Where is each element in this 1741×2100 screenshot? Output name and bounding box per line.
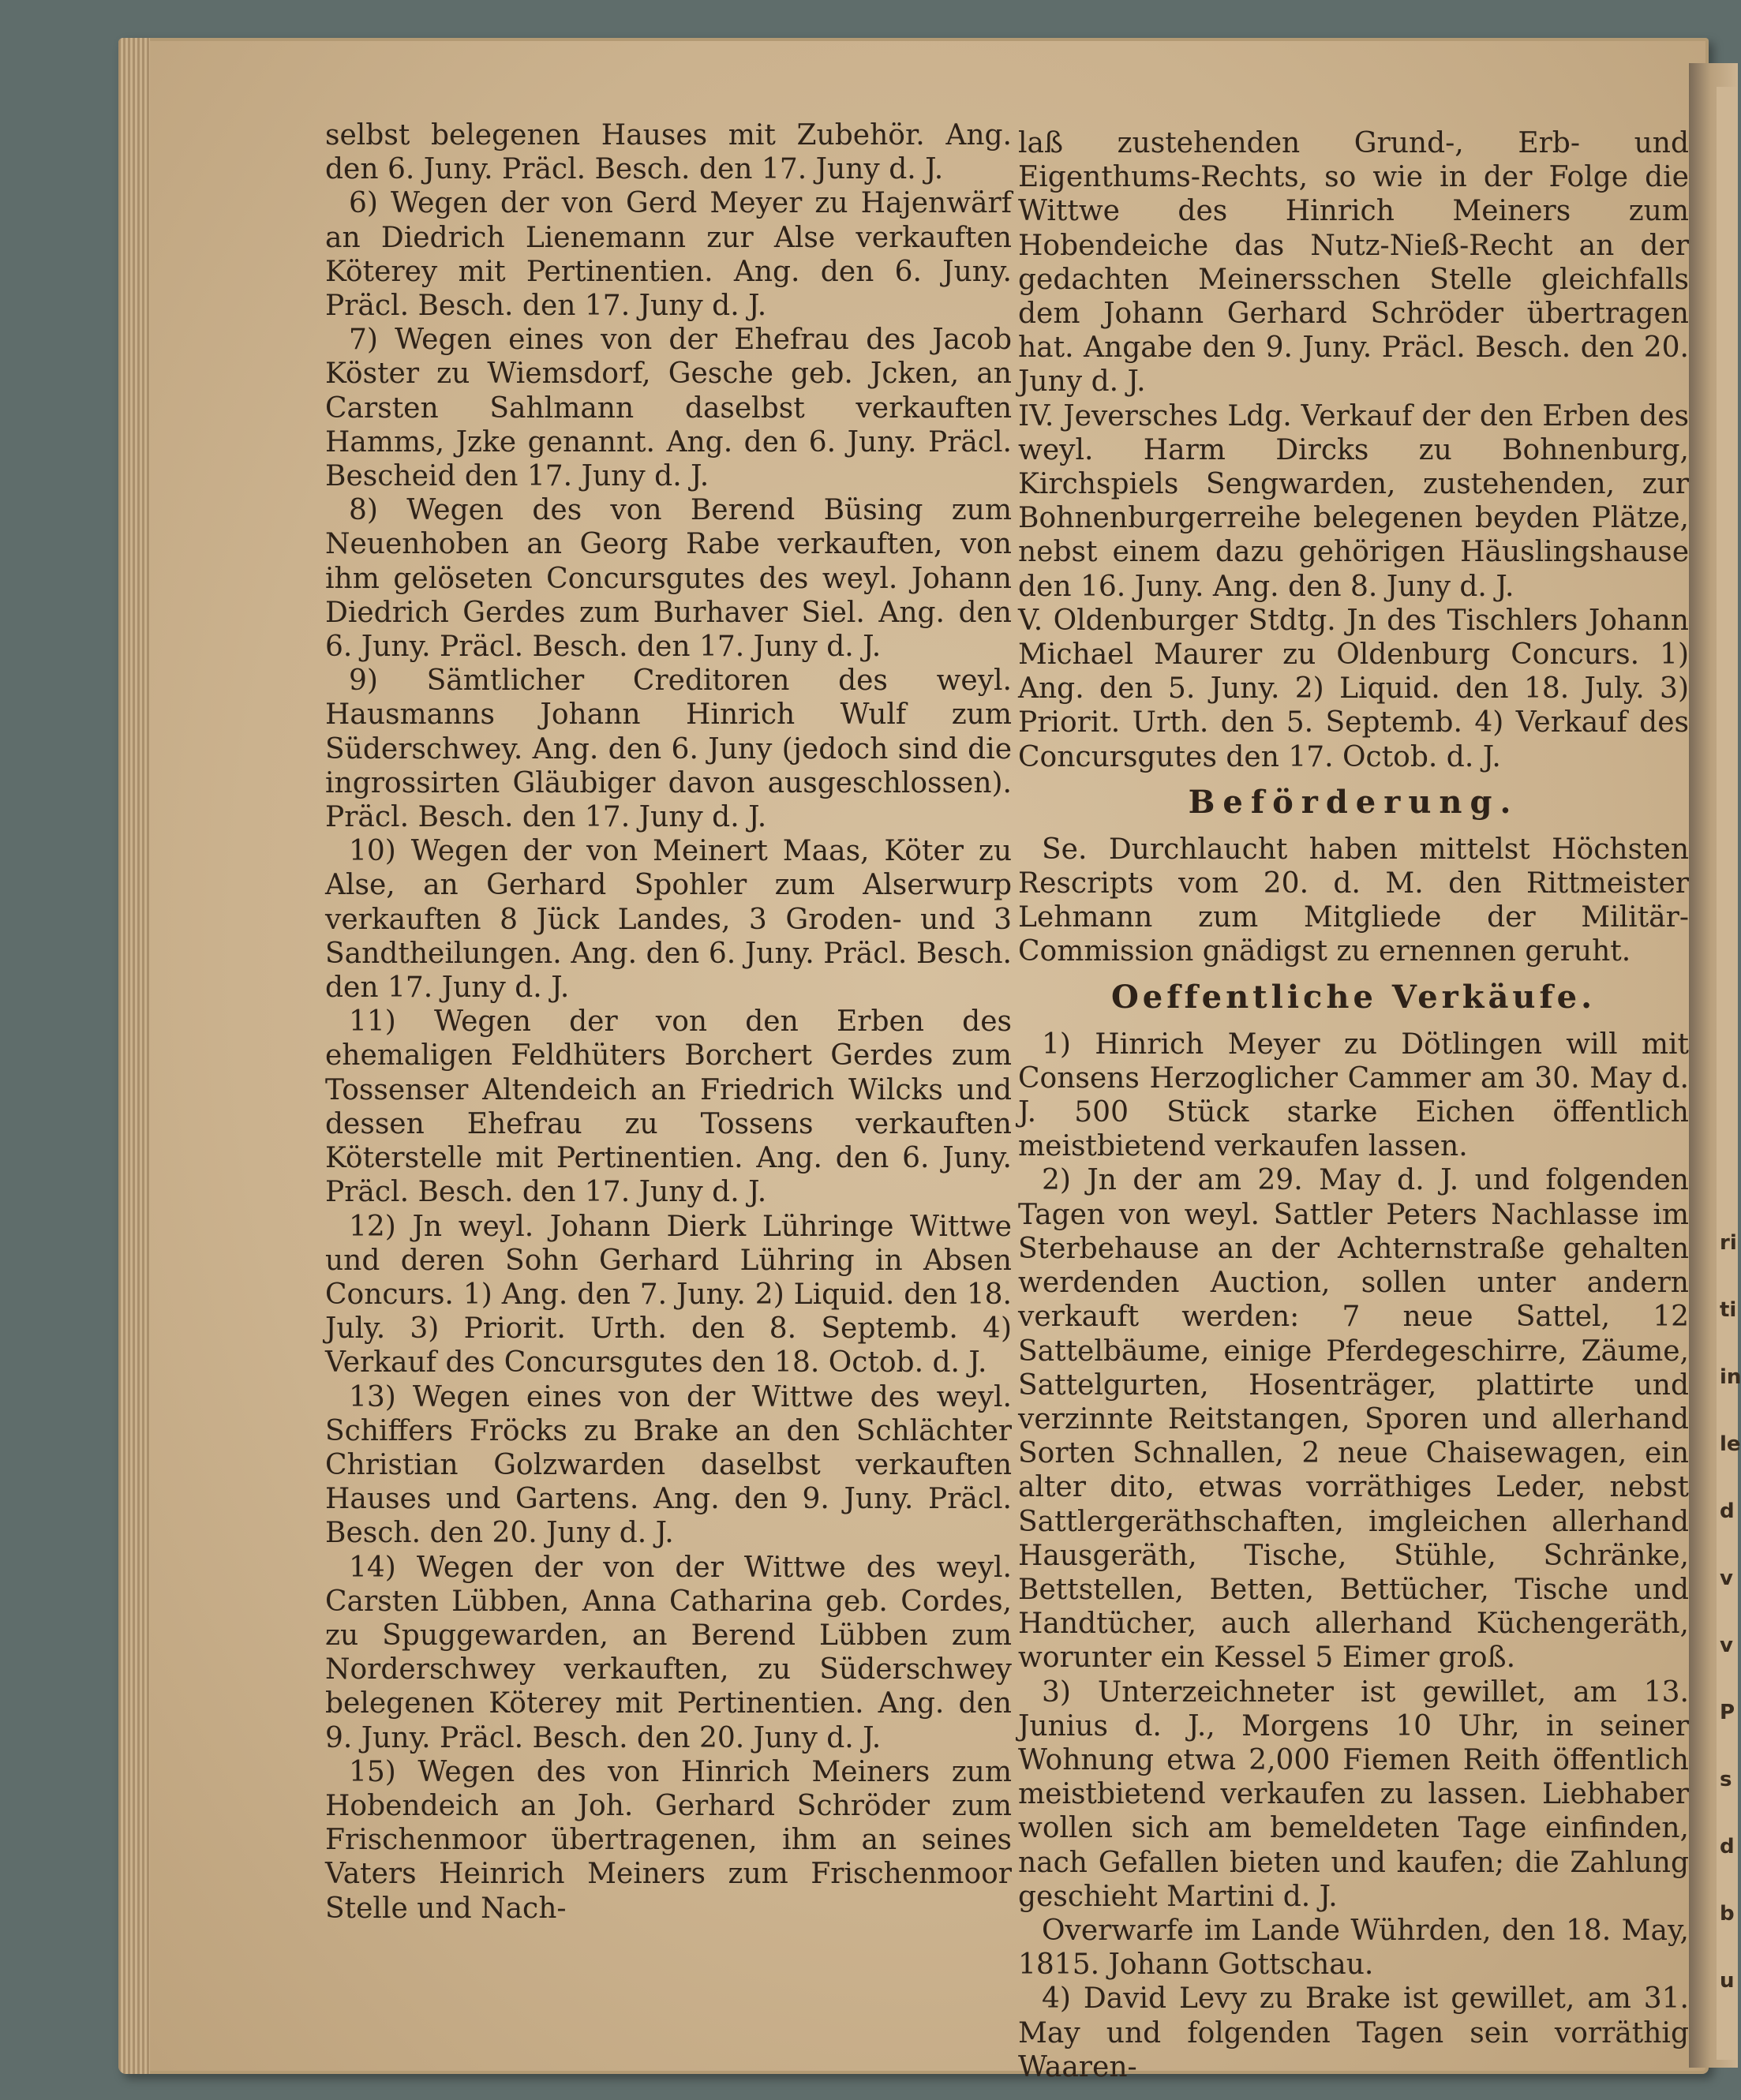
paragraph: 15) Wegen des von Hinrich Meiners zum Hobendeich an Joh. Gerhard Schröder zum Frischenmoor übertragenen, ihm an seines Vaters Heinrich Meiners zum Frischenmoor Stelle und Nach- (325, 1755, 1012, 1925)
edge-letter: v (1720, 1567, 1733, 1590)
paragraph: 4) David Levy zu Brake ist gewillet, am 31. May und folgenden Tagen sein vorräthig Waaren- (1018, 1982, 1689, 2083)
paragraph: 1) Hinrich Meyer zu Dötlingen will mit Consens Herzoglicher Cammer am 30. May d. J. 500 Stück starke Eichen öffentlich meistbietend verkaufen lassen. (1018, 1028, 1689, 1163)
section-heading: Oeffentliche Verkäufe. (1110, 978, 1597, 1016)
edge-letter: d (1720, 1835, 1735, 1859)
paragraph: 6) Wegen der von Gerd Meyer zu Hajenwärf an Diedrich Lienemann zur Alse verkauften Köterey mit Pertinentien. Ang. den 6. Juny. Präcl. Besch. den 17. Juny d. J. (325, 187, 1012, 323)
edge-letter: u (1720, 1969, 1735, 1993)
edge-letter: ti (1720, 1298, 1737, 1322)
edge-letter: d (1720, 1499, 1735, 1523)
paragraph: 11) Wegen der von den Erben des ehemaligen Feldhüters Borchert Gerdes zum Tossenser Altendeich an Friedrich Wilcks und dessen Ehefrau zu Tossens verkauften Köterstelle mit Pertinentien. Ang. den 6. Juny. Präcl. Besch. den 17. Juny d. J. (325, 1005, 1012, 1209)
edge-letter: in (1720, 1365, 1741, 1389)
facing-page-edge (1717, 87, 1741, 2060)
paragraph: Se. Durchlaucht haben mittelst Höchsten Rescripts vom 20. d. M. den Rittmeister Lehmann zum Mitgliede der Militär-Commission gnädigst zu ernennen geruht. (1018, 833, 1689, 968)
paragraph: 12) Jn weyl. Johann Dierk Lühringe Wittwe und deren Sohn Gerhard Lühring in Absen Concurs. 1) Ang. den 7. Juny. 2) Liquid. den 18. July. 3) Priorit. Urth. den 8. Septemb. 4) Verkauf des Concursgutes den 18. Octob. d. J. (325, 1210, 1012, 1379)
left-column (325, 118, 1012, 1926)
edge-letter: ri (1720, 1231, 1737, 1255)
paragraph: 3) Unterzeichneter ist gewillet, am 13. Junius d. J., Morgens 10 Uhr, in seiner Wohnung etwa 2,000 Fiemen Reith öffentlich meistbietend verkaufen zu lassen. Liebhaber wollen sich am bemeldeten Tage einfinden, nach Gefallen bieten und kaufen; die Zahlung geschieht Martini d. J. (1018, 1675, 1689, 1913)
page-edges (118, 38, 150, 2074)
paragraph: laß zustehenden Grund-, Erb- und Eigenthums-Rechts, so wie in der Folge die Wittwe des Hinrich Meiners zum Hobendeiche das Nutz-Nieß-Recht an der gedachten Meinersschen Stelle gleichfalls dem Johann Gerhard Schröder übertragen hat. Angabe den 9. Juny. Präcl. Besch. den 20. Juny d. J. (1018, 127, 1689, 399)
section-heading: Beförderung. (1188, 783, 1519, 821)
paragraph: Overwarfe im Lande Wührden, den 18. May, 1815. Johann Gottschau. (1018, 1914, 1689, 1982)
right-column (1018, 126, 1689, 2084)
paragraph: V. Oldenburger Stdtg. Jn des Tischlers Johann Michael Maurer zu Oldenburg Concurs. 1) Ang. den 5. Juny. 2) Liquid. den 18. July. 3) Priorit. Urth. den 5. Septemb. 4) Verkauf des Concursgutes den 17. Octob. d. J. (1018, 604, 1689, 773)
paragraph: 13) Wegen eines von der Wittwe des weyl. Schiffers Fröcks zu Brake an den Schlächter Christian Golzwarden daselbst verkauften Hauses und Gartens. Ang. den 9. Juny. Präcl. Besch. den 20. Juny d. J. (325, 1380, 1012, 1550)
edge-letter: v (1720, 1634, 1733, 1657)
paragraph: 2) Jn der am 29. May d. J. und folgenden Tagen von weyl. Sattler Peters Nachlasse im Sterbehause an der Achternstraße gehalten werdenden Auction, sollen unter andern verkauft werden: 7 neue Sattel, 12 Sattelbäume, einige Pferdegeschirre, Zäume, Sattelgurten, Hosenträger, plattirte und verzinnte Reitstangen, Sporen und allerhand Sorten Schnallen, 2 neue Chaisewagen, ein alter dito, etwas vorräthiges Leder, nebst Sattlergeräthschaften, imgleichen allerhand Hausgeräth, Tische, Stühle, Schränke, Bettstellen, Betten, Bettücher, Tische und Handtücher, auch allerhand Küchengeräth, worunter ein Kessel 5 Eimer groß. (1018, 1164, 1689, 1675)
paragraph: 7) Wegen eines von der Ehefrau des Jacob Köster zu Wiemsdorf, Gesche geb. Jcken, an Carsten Sahlmann daselbst verkauften Hamms, Jzke genannt. Ang. den 6. Juny. Präcl. Bescheid den 17. Juny d. J. (325, 324, 1012, 493)
paragraph: 14) Wegen der von der Wittwe des weyl. Carsten Lübben, Anna Catharina geb. Cordes, zu Spuggewarden, an Berend Lübben zum Norderschwey verkauften, zu Süderschwey belegenen Köterey mit Pertinentien. Ang. den 9. Juny. Präcl. Besch. den 20. Juny d. J. (325, 1551, 1012, 1754)
edge-letter: s (1720, 1768, 1732, 1791)
paragraph: IV. Jeversches Ldg. Verkauf der den Erben des weyl. Harm Dircks zu Bohnenburg, Kirchspiels Sengwarden, zustehenden, zur Bohnenburgerreihe belegenen beyden Plätze, nebst einem dazu gehörigen Häuslingshause den 16. Juny. Ang. den 8. Juny d. J. (1018, 399, 1689, 603)
paragraph: 8) Wegen des von Berend Büsing zum Neuenhoben an Georg Rabe verkauften, von ihm gelöseten Concursgutes des weyl. Johann Diedrich Gerdes zum Burhaver Siel. Ang. den 6. Juny. Präcl. Besch. den 17. Juny d. J. (325, 494, 1012, 664)
edge-letter: le (1720, 1432, 1741, 1456)
paragraph: 9) Sämtlicher Creditoren des weyl. Hausmanns Johann Hinrich Wulf zum Süderschwey. Ang. den 6. Juny (jedoch sind die ingrossirten Gläubiger davon ausgeschlossen). Präcl. Besch. den 17. Juny d. J. (325, 664, 1012, 834)
edge-letter: b (1720, 1902, 1735, 1926)
paragraph: selbst belegenen Hauses mit Zubehör. Ang. den 6. Juny. Präcl. Besch. den 17. Juny d. J. (325, 119, 1012, 186)
paragraph: 10) Wegen der von Meinert Maas, Köter zu Alse, an Gerhard Spohler zum Alserwurp verkauften 8 Jück Landes, 3 Groden- und 3 Sandtheilungen. Ang. den 6. Juny. Präcl. Besch. den 17. Juny d. J. (325, 835, 1012, 1005)
edge-letter: P (1720, 1701, 1735, 1724)
